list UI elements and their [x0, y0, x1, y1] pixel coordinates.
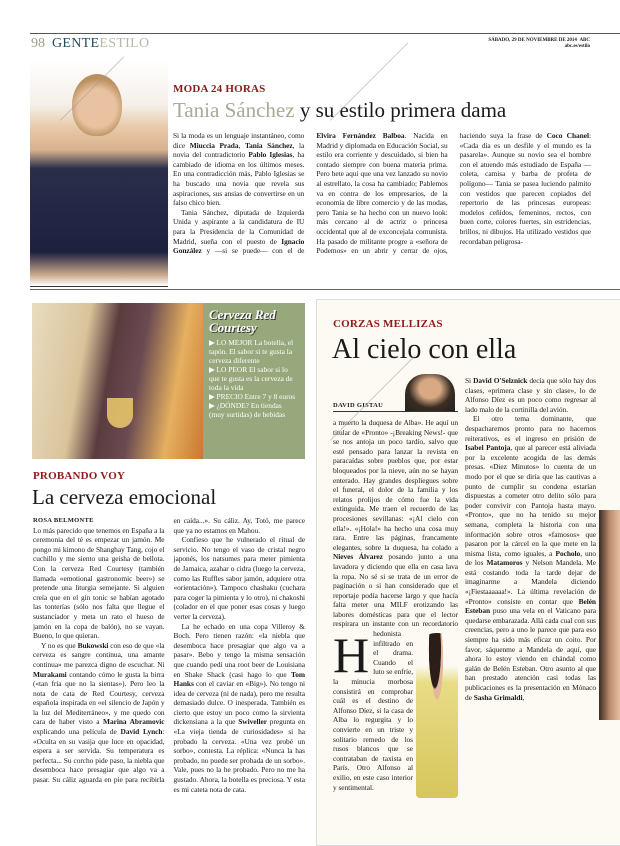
text: , [238, 140, 245, 150]
text: con eso de que «la cerveza es sangre continua, una amante continua» me parezca digno de escuchar. Ni [33, 640, 165, 669]
article1-kicker: MODA 24 HORAS [173, 83, 266, 95]
section-url: abc.es/estilo [564, 44, 590, 49]
bold-name: Miuccia Prada [189, 140, 239, 150]
text: posando junto a una lavadora y diciendo que ella en casa lava la ropa. No sé si se trata de un error de paginación o si han considerado que el reportaje podía hacerse largo y que hacía falta meter una MILF erotizando las labores domésticas para que el lector respirara un instante con un recordatorio hedonista infiltrado en el drama. Cuando el luto se enfríe, la minucia morbosa consistirá en comprobar cuál es el destino de Alfonso Díez, si la casa de Alba lo regurgita y lo convierte en un triste y solitario remedo de los rusos blancos que se contrataban de taxista en París. Otro Alfonso al exilio, en este caso interior y sentimental. [333, 552, 458, 792]
article2-body [33, 516, 305, 794]
text: : «Oculta en su vasija que luce en opacidad, espera a ser servida. Su temperatura es perfecta... Su corcho pide paso, la niebla que desemboca hace presagiar que algo va a pasar. Su cáliz aguarda en pie para recibirla en caída...». Su cáliz. Ay, Totó, me parece que ya no estamos en Mahou. [33, 516, 305, 785]
article1-title-light: Tania Sánchez [173, 98, 295, 122]
bold-name: David O'Selznick [473, 376, 528, 385]
bold-name: Tom Hanks [173, 669, 305, 689]
article1-title-dark: y su estilo primera dama [294, 98, 507, 122]
infobox-title: Cerveza Red Courtesy [209, 307, 276, 335]
bold-name: Belén Esteban [465, 596, 596, 616]
bold-name: Ignacio González [173, 236, 305, 256]
article2-paragraphs [33, 516, 305, 794]
text: contando cómo le gusta la birra («tan fría que no la sientas»). Pero leo la nota de cata de Red Courtesy, cerveza española inspirada en «el silencio de Japón y la luz del Mediterráneo», y me quedo con cara de haber visto a [33, 669, 165, 727]
section-divider [30, 289, 620, 290]
beer-glass [107, 398, 133, 428]
tania-sanchez-photo [30, 60, 168, 287]
text: y Nelson Mandela. Me está costando toda la tarde dejar de imaginarme a Mandela diciendo «¡Fiestaaaaaa!». La última revelación de «Pronto» consiste en contar que [465, 558, 596, 606]
article3-title: Al cielo con ella [332, 334, 517, 365]
article2-title: La cerveza emocional [32, 485, 217, 509]
infobox-item [209, 365, 299, 392]
text: Lo más parecido que tenemos en España a la ceremonia del té es empezar un jamón. Me pongo mi kimono de Shanghay Tang, cojo el cuchillo y me siento una geisha de bellota. Con la cerveza Red Courtesy (también llamada «emotional gastronomic beer») se pretende una liturgia semejante. Si alguien creía que en el gin tonic se habían agotado las tonterías (sólo nos falta que llegue el sustanciador y meta un rato el hueso de jamón en la copa de balón), no se vayan. Bueno, lo que quieran. [33, 525, 165, 641]
text: puso una vela en el Vaticano para quedarse embarazada. Allá cada cual con sus creencias, pero a uno le parece que para eso siempre ha sido más eficaz un coito. Por favor, sáquenme a Mandela de aquí, que ahora lo estoy viendo en chándal como galán de Belén Esteban. Otro asunto al que han prestado atención casi todas las publicaciones es la presentación en Mónaco de [465, 606, 596, 702]
paragraph [465, 376, 596, 414]
infobox-item [209, 338, 299, 365]
article1-body [173, 131, 591, 256]
text: Si la moda es un lenguaje instantáneo, como dice [173, 131, 305, 150]
article2-kicker: PROBANDO VOY [33, 470, 126, 482]
bold-name: Elvira Fernández Balboa [316, 131, 405, 140]
bold-name: Swiveller [238, 717, 267, 727]
paragraph [174, 535, 306, 621]
text: a muerto la duquesa de Alba». He aquí un titular de «Pronto» -¡Breaking News!- que se nos antoja un poco tardío, salvo que esté pensado para lanzar la revista en paracaídas sobre pueblos que, por estar bloqueados por la nieve, aún no se hayan enterado. Hay grandes despliegues sobre el funeral, el dolor de la familia y los relatos prolijos de cómo fue la vida extinguida. Me traen el recuerdo de las procesiones sevillanas: «¡Al cielo con ella!». «¡Hola!» ha hecho una cosa muy rara. Entre las páginas, francamente elegantes, sobre la duquesa, ha colado a [333, 418, 458, 552]
bold-name: Matamoros [486, 558, 523, 568]
bold-name: Pocholo [555, 548, 581, 558]
paragraph [33, 526, 165, 641]
infobox-item [209, 392, 299, 401]
text: El otro tema dominante, que despacharemos pronto para no hacernos reiterativos, es el ingreso en prisión de [465, 414, 596, 443]
byline-rule [333, 411, 458, 412]
beer-pouring-photo [32, 303, 203, 459]
header-rule [30, 33, 620, 34]
infobox-item-label: ▶ ¿DÓNDE? [209, 401, 251, 410]
bold-name: Murakami [33, 669, 67, 679]
isabel-pantoja-photo [416, 633, 458, 798]
infobox-item-label: ▶ LO PEOR [209, 365, 249, 374]
text: , ha cambiado de idioma en los últimos meses. En una contradicción más, Pablo Iglesias se ha buscado una novia que revela sus aspiraciones, sus ansias de convertirse en un falso chico bien. [173, 150, 305, 208]
article3-left-column [333, 418, 458, 798]
text: , [522, 692, 525, 702]
infobox-item [209, 401, 299, 419]
text: y —si se puede— con el de [201, 246, 305, 256]
section-name-part1: GENTE [52, 36, 100, 51]
section-name-part2: ESTILO [99, 36, 150, 51]
article3-kicker: CORZAS MELLIZAS [333, 318, 443, 330]
paragraph [173, 131, 304, 208]
text: Si [465, 376, 474, 385]
bold-name: Sasha Grimaldi [473, 692, 523, 702]
drop-cap: H [333, 627, 370, 683]
text: Tania Sánchez, diputada de Izquierda Unida y aspirante a la candidatura de IU para la Presidencia de la Comunidad de Madrid, sueña con el puesto de [173, 207, 305, 246]
brand-label: ABC [579, 38, 590, 43]
bold-name: Marina Abramovic [103, 717, 165, 727]
infobox-item-label: ▶ LO MEJOR [209, 338, 255, 347]
article3-right-column [465, 376, 596, 702]
infobox-items [209, 338, 299, 419]
text: : «Cada día es un desfile y el mundo es la pasarela». Aunque su novio sea el hombre con el atuendo más estudiado de España —coleta, camisa y barba de profeta de polígono— Tania se pasea luciendo palmito con vestidos que parecen copiados del repertorio de las princesas europeas: modelos ceñidos, femeninos, rectos, con buen corte, colores fuertes, sin estridencias, brillos, ni dibujos. Ha utilizado vestidos que recordaban peligrosa- [459, 131, 591, 246]
bold-name: Bukowski [77, 640, 109, 650]
page-date [488, 38, 590, 50]
text: decía que sólo hay dos clases, «primera clase y sin clase», lo de Alfonso Díez es un poco como regresar al lado malo de la cortinilla del avión. [465, 376, 596, 414]
text: con el caviar en «Big»). No tengo ni idea de cerveza (ni de nada), pero me resulta demasiado dulce. O inesperada. También es cierto que estoy un poco como la sirvienta dickensiana a la que [173, 679, 305, 727]
page-number: 98 [31, 36, 45, 51]
date-text: SÁBADO, 29 DE NOVIEMBRE DE 2014 [488, 38, 577, 43]
article2-byline: ROSA BELMONTE [33, 517, 94, 524]
bold-name: Isabel Pantoja [465, 443, 511, 453]
text: pregunta en «La vieja tienda de curiosidades» si ha probado la cerveza. «Una vez probé un sorbo», contesta. La réplica: «Nunca la has probado, no puede ser probada de un sorbo». Vale, pues no la he probado. Pero no me ha gustado. Ahora, la botella es preciosa. Y esta es mi cateta nota de cata. [173, 717, 305, 794]
infobox-item-text: El sabor si lo que te gusta es la cerveza de toda la vida [209, 365, 293, 392]
bold-name: Coco Chanel [546, 131, 589, 140]
text: , la novia del contradictorio [173, 140, 305, 160]
text: , uno de los [465, 548, 596, 568]
infobox-item-label: ▶ PRECIO [209, 392, 245, 401]
text: Y no es que [41, 640, 78, 650]
edge-photo [599, 510, 620, 720]
paragraph [465, 414, 596, 702]
infobox-item-text: La botella, el tapón. El sabor si te gusta la cerveza diferente [209, 338, 294, 365]
beer-info-box [203, 303, 305, 459]
article3-byline: DAVID GISTAU [333, 402, 384, 409]
text: . Nacida en Madrid y diplomada en Educación Social, su estilo era corriente y descuidado, si bien ha contado siempre con buena materia prima. Pero hete aquí que una vez lanzado su novio al estrellato, la cosa ha cambiado; Pablemos va en contra de los empresarios, de la economía de libre comercio y de las modas, pero Tania se ha hecho con un nuevo look: más cercano al de actriz o princesa occidental que al de exconcejala comunista. Ha pasado de militante progre a «señora de Podemos» en un abrir y cerrar de ojos, haciendo suya la frase de [316, 131, 547, 256]
bold-name: Pablo Iglesias [248, 150, 293, 160]
section-name [52, 36, 149, 52]
paragraph [174, 622, 306, 795]
article3-right-paragraphs [465, 376, 596, 702]
bold-name: Nieves Álvarez [333, 552, 383, 562]
author-photo [405, 374, 455, 411]
bold-name: Tania Sánchez [244, 140, 293, 150]
bold-name: David Lynch [120, 727, 163, 737]
text: Confieso que he vulnerado el ritual de servicio. No tengo el vaso de cristal negro japonés, los natsumes para meter pimienta de Jamaica, azahar o cidra (luego la cerveza, como las Ruffles sabor jamón, adquiere otra «orientación»). Tampoco chashaku (cuchara para coger la pimienta y lo otro), ni chakoshi (colador en el que poner esas cosas y luego verter la cerveza). [173, 535, 305, 621]
text: , que al parecer está aliviada por la excelente acogida de las demás presas. «Diez Minutos» lo cuenta de un modo por el que se diría que las cautivas a punto de cumplir su condena estarían dispuestas a cometer otro delito sólo para poder convivir con Pantoja hasta mayo. «Pronto», que no ha tenido su mejor semana, completa la historia con una información sobre otros «famosos» que pasaron por la cárcel en la que mete en la misma lista, como iguales, a [465, 443, 596, 558]
infobox-item-text: En tiendas (muy surtidas) de bebidas [209, 401, 286, 419]
text: explicando una película de [33, 727, 121, 737]
infobox-item-text: Entre 7 y 8 euros [244, 392, 296, 401]
text: La he echado en una copa Villeroy & Boch. Pero tienen razón: «la niebla que desemboca hace presagiar que algo va a pasar». Bebo y tengo la misma sensación que cuando pedí una root beer de Louisiana en Shake Shack (casi hago lo que [173, 621, 305, 679]
